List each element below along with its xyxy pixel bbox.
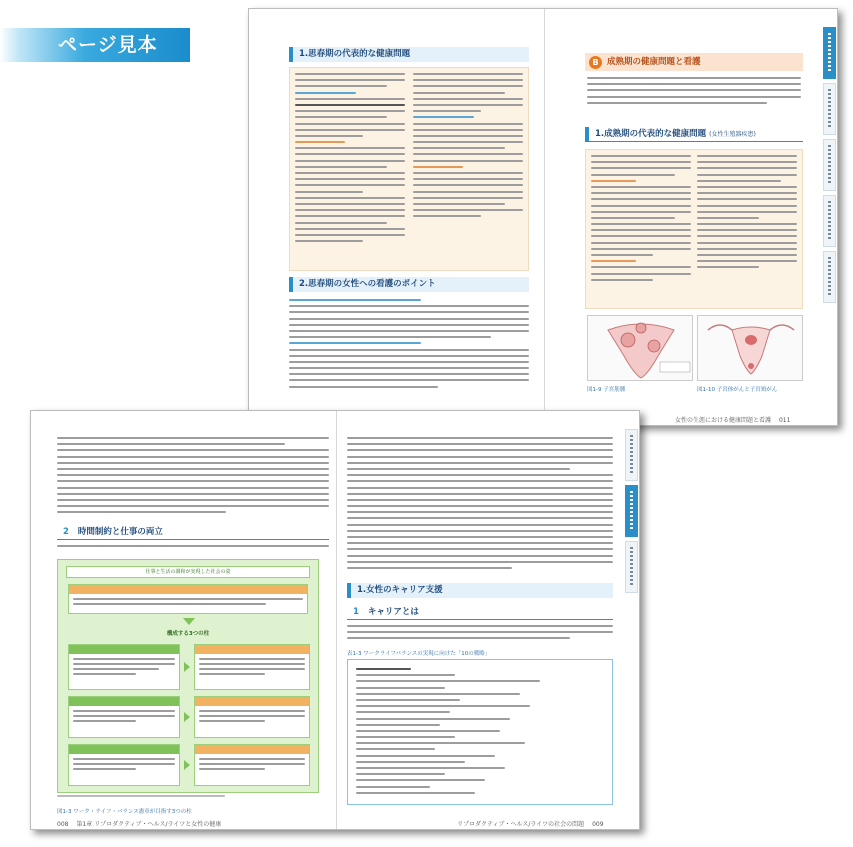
panel-top-box (68, 584, 308, 614)
section-b-badge: B (589, 56, 602, 69)
front-left-section-heading: 2 時間制約と仕事の両立 (57, 525, 329, 540)
target-box-3 (194, 744, 310, 786)
front-spread (30, 410, 640, 830)
back-right-section1-heading: 1.成熟期の代表的な健康問題 (女性生殖器疾患) (585, 127, 803, 142)
target-2-head (195, 697, 309, 706)
back-right-intro-text (587, 77, 801, 117)
front-left-section-text (57, 545, 329, 557)
side-tab-4[interactable] (823, 195, 836, 247)
front-right-page (337, 411, 640, 829)
pillar-box-2 (68, 696, 180, 738)
panel-title: 仕事と生活の調和が実現した社会の姿 (66, 566, 310, 578)
back-left-col2-text (413, 73, 523, 263)
back-spread (248, 8, 838, 426)
ten-strategies-list (356, 668, 604, 800)
pillar-box-1 (68, 644, 180, 690)
arrow-right-2 (184, 712, 190, 722)
back-right-running-head: 女性の生涯における健康問題と看護 011 (675, 417, 791, 424)
front-side-tab-2[interactable] (625, 485, 638, 537)
back-left-section2-text (289, 299, 529, 409)
work-life-balance-panel (57, 559, 319, 793)
back-right-col2-text (697, 155, 797, 305)
front-right-section-heading: 1.女性のキャリア支援 (347, 583, 613, 598)
panel-top-box-head (69, 585, 307, 594)
subsection-number: 1 (353, 607, 359, 617)
front-right-side-tabs (625, 429, 638, 597)
front-right-sub-text (347, 625, 613, 649)
target-box-1 (194, 644, 310, 690)
target-3-head (195, 745, 309, 754)
front-side-tab-3[interactable] (625, 541, 638, 593)
arrow-right-3 (184, 760, 190, 770)
back-right-side-tabs (823, 27, 836, 307)
front-left-page (31, 411, 336, 829)
front-right-subsection-heading: 1 キャリアとは (347, 605, 613, 620)
side-tab-5[interactable] (823, 251, 836, 303)
banner-label: ページ見本 (58, 34, 158, 56)
section-number: 2 (63, 527, 69, 537)
panel-center-label: 構成する3つの柱 (166, 631, 210, 637)
table-caption: 表1-3 ワークライフバランスの実現に向けた「10の戦略」 (347, 651, 491, 657)
fig2-caption: 図1-10 子宮体がんと子宮頸がん (697, 387, 778, 393)
back-left-page (249, 9, 544, 425)
uterus-illustration-2 (698, 316, 804, 382)
back-right-page (545, 9, 838, 425)
front-side-tab-1[interactable] (625, 429, 638, 481)
target-1-head (195, 645, 309, 654)
front-left-running-head: 008 第1章 リプロダクティブ・ヘルス/ライツと女性の健康 (57, 821, 222, 828)
side-tab-3[interactable] (823, 139, 836, 191)
uterus-illustration-1 (588, 316, 694, 382)
back-left-section2-heading: 2.思春期の女性への看護のポイント (289, 277, 529, 292)
panel-source-note (57, 795, 257, 807)
target-box-2 (194, 696, 310, 738)
front-right-running-head: リプロダクティブ・ヘルス/ライツの社会の問題 009 (457, 821, 604, 828)
ten-strategies-box (347, 659, 613, 805)
arrow-down (183, 618, 195, 625)
figure-uterine-fibroid (587, 315, 693, 381)
back-left-col1-text (295, 73, 405, 263)
front-right-top-text (347, 437, 613, 579)
page-sample-banner (0, 28, 190, 62)
pillar-1-head (69, 645, 179, 654)
back-right-section-b-heading: B 成熟期の健康問題と看護 (585, 53, 803, 71)
figure-uterine-cancers (697, 315, 803, 381)
arrow-right-1 (184, 662, 190, 672)
back-left-section1-heading: 1.思春期の代表的な健康問題 (289, 47, 529, 62)
back-right-col1-text (591, 155, 691, 305)
pillar-box-3 (68, 744, 180, 786)
fig1-caption: 図1-9 子宮筋腫 (587, 387, 626, 393)
side-tab-1[interactable] (823, 27, 836, 79)
pillar-2-head (69, 697, 179, 706)
panel-fig-caption: 図1-3 ワーク・ライフ・バランス憲章が目指す3つの柱 (57, 809, 192, 815)
pillar-3-head (69, 745, 179, 754)
front-left-top-text (57, 437, 329, 521)
side-tab-2[interactable] (823, 83, 836, 135)
